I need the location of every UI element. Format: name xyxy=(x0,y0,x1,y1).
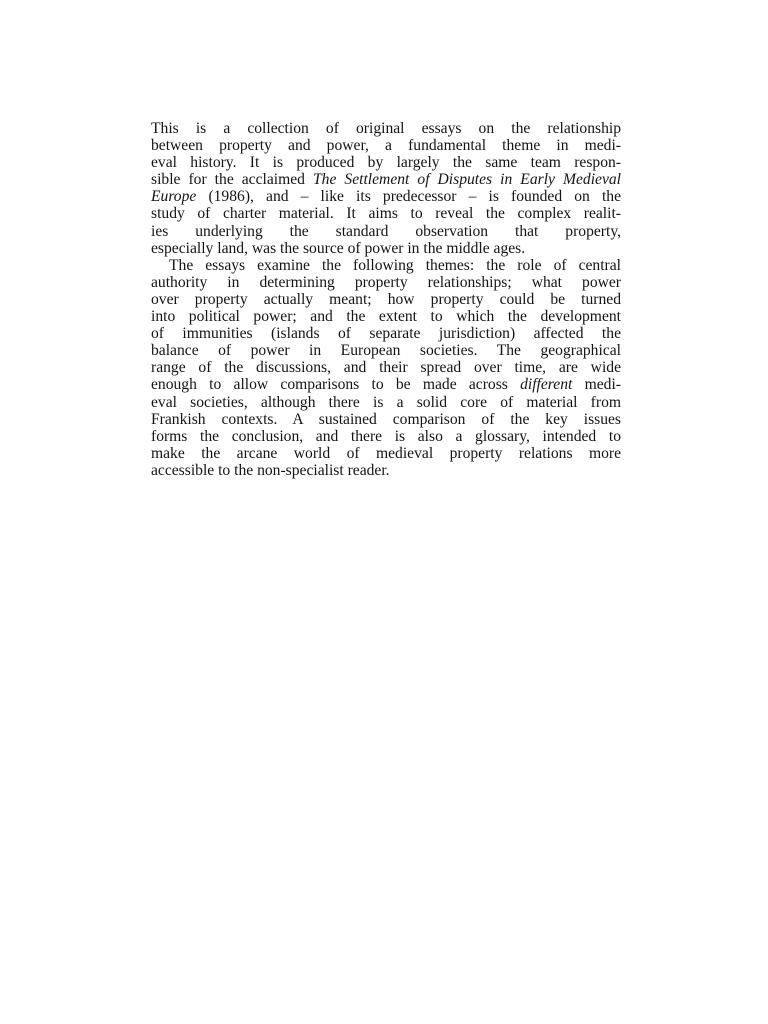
text-line xyxy=(151,205,621,222)
text-line xyxy=(151,188,621,205)
text-line xyxy=(151,257,621,274)
text-segment: eval societies, although there is a solid core of material from xyxy=(151,393,621,411)
text-line xyxy=(151,120,621,137)
text-line xyxy=(151,376,621,393)
text-segment: Frankish contexts. A sustained comparison of the key issues xyxy=(151,410,621,428)
text-segment: The essays examine the following themes: the role of central xyxy=(169,256,621,274)
text-line xyxy=(151,240,621,257)
text-segment: into political power; and the extent to which the development xyxy=(151,308,621,326)
italic-title-text: different xyxy=(520,376,573,394)
text-segment: authority in determining property relationships; what power xyxy=(151,273,621,291)
text-segment: sible for the acclaimed xyxy=(151,171,313,189)
text-segment: over property actually meant; how property could be turned xyxy=(151,290,621,308)
text-line xyxy=(151,428,621,445)
text-line xyxy=(151,445,621,462)
text-segment: range of the discussions, and their spread over time, are wide xyxy=(151,359,621,377)
text-segment: accessible to the non-specialist reader. xyxy=(151,461,390,479)
text-line xyxy=(151,308,621,325)
text-segment: study of charter material. It aims to reveal the complex realit- xyxy=(151,205,621,223)
text-segment: especially land, was the source of power in the middle ages. xyxy=(151,239,526,257)
text-line xyxy=(151,274,621,291)
text-segment: of immunities (islands of separate jurisdiction) affected the xyxy=(151,325,621,343)
text-line xyxy=(151,394,621,411)
blurb-text xyxy=(151,120,621,479)
paragraph-2 xyxy=(151,257,621,479)
paragraph-1 xyxy=(151,120,621,257)
text-line xyxy=(151,325,621,342)
text-segment: This is a collection of original essays on the relationship xyxy=(151,120,621,137)
text-line xyxy=(151,171,621,188)
text-segment: between property and power, a fundamental theme in medi- xyxy=(151,137,621,155)
text-line xyxy=(151,291,621,308)
text-line xyxy=(151,342,621,359)
text-line xyxy=(151,411,621,428)
text-segment: ies underlying the standard observation that property, xyxy=(151,222,621,240)
text-line xyxy=(151,154,621,171)
text-segment: medi- xyxy=(572,376,621,394)
text-line xyxy=(151,223,621,240)
text-segment: balance of power in European societies. The geographical xyxy=(151,342,621,360)
text-segment: forms the conclusion, and there is also a glossary, intended to xyxy=(151,427,621,445)
text-segment: make the arcane world of medieval property relations more xyxy=(151,444,621,462)
italic-title-text: The Settlement of Disputes in Early Medieval xyxy=(313,171,621,189)
text-line xyxy=(151,359,621,376)
italic-title-text: Europe xyxy=(151,188,197,206)
text-segment: eval history. It is produced by largely the same team respon- xyxy=(151,154,621,172)
text-line xyxy=(151,462,621,479)
text-line xyxy=(151,137,621,154)
text-segment: enough to allow comparisons to be made across xyxy=(151,376,521,394)
text-segment: (1986), and – like its predecessor – is founded on the xyxy=(196,188,621,206)
